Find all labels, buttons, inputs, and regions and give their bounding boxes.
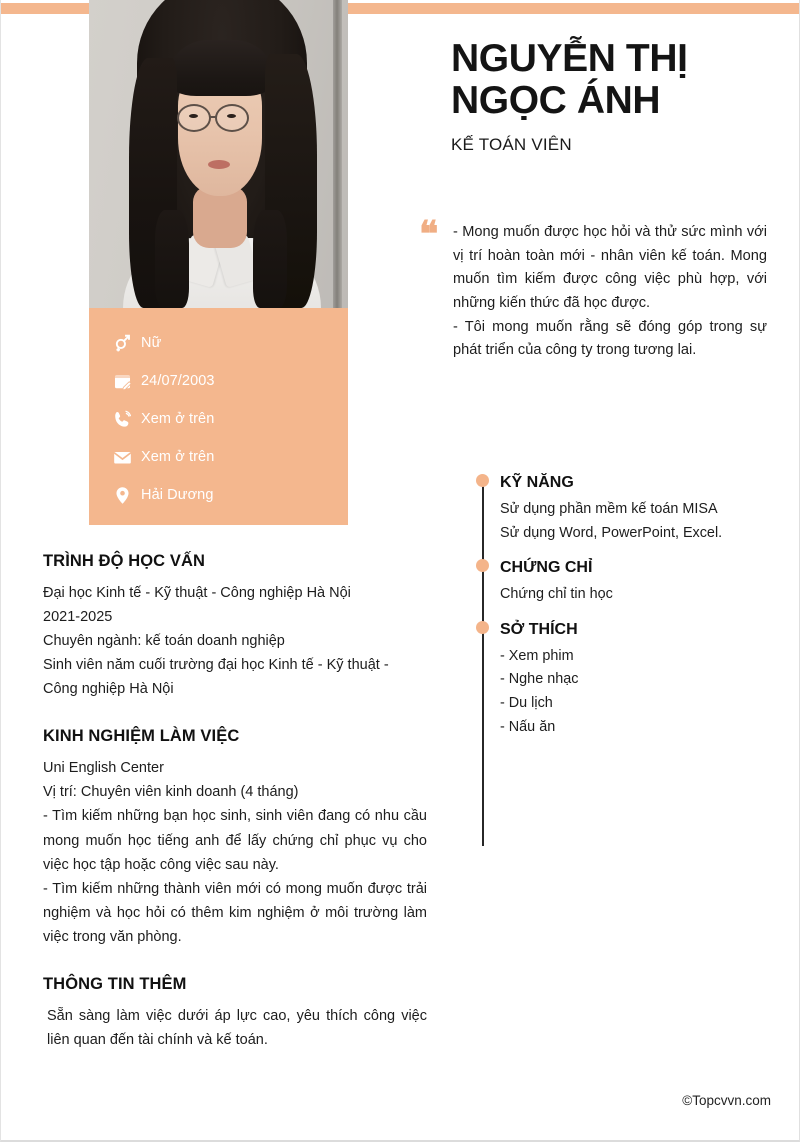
location-icon	[113, 486, 132, 505]
additional-section	[43, 975, 427, 1052]
certificates-heading: CHỨNG CHỈ	[500, 559, 593, 577]
contact-item-birthdate	[113, 362, 348, 400]
hobbies-item-3: - Du lịch	[500, 695, 553, 712]
timeline-dot-hobbies	[476, 621, 489, 634]
name-block	[451, 38, 781, 155]
experience-heading: KINH NGHIỆM LÀM VIỆC	[43, 727, 240, 746]
objective-text	[453, 221, 767, 363]
right-timeline-column	[476, 474, 766, 740]
gender-icon	[113, 334, 132, 353]
education-school: Đại học Kinh tế - Kỹ thuật - Công nghiệp Hà Nội	[43, 585, 351, 601]
hobbies-heading: SỞ THÍCH	[500, 620, 578, 638]
education-section	[43, 552, 427, 701]
contact-value-birthdate: 24/07/2003	[141, 373, 215, 389]
experience-bullet-1: - Tìm kiếm những bạn học sinh, sinh viên đang có nhu cầu mong muốn học tiếng anh để lấy chứng chỉ phục vụ cho việc học tập hoặc công việc sau này.	[43, 808, 427, 873]
quote-icon: ❝	[419, 214, 439, 254]
contact-value-gender: Nữ	[141, 335, 162, 351]
contact-item-phone	[113, 400, 348, 438]
experience-body	[43, 756, 427, 949]
hobbies-item-2: - Nghe nhạc	[500, 671, 579, 688]
email-icon	[113, 448, 132, 467]
contact-value-phone: Xem ở trên	[141, 411, 215, 427]
hobbies-item-1: - Xem phim	[500, 647, 574, 664]
calendar-icon	[113, 372, 132, 391]
experience-bullet-2: - Tìm kiếm những thành viên mới có mong muốn được trải nghiệm và học hỏi có thêm kim nghiệm ở môi trường làm việc trong văn phòng.	[43, 880, 427, 945]
timeline-dot-skills	[476, 474, 489, 487]
contact-item-gender	[113, 324, 348, 362]
certificates-section	[476, 559, 766, 607]
additional-heading: THÔNG TIN THÊM	[43, 974, 187, 993]
education-years: 2021-2025	[43, 609, 113, 626]
skills-heading: KỸ NĂNG	[500, 474, 574, 491]
contact-item-email	[113, 438, 348, 476]
certificates-body	[500, 583, 766, 607]
education-body	[43, 581, 427, 701]
skills-item-1: Sử dụng phần mềm kế toán MISA	[500, 500, 718, 517]
skills-section	[476, 474, 766, 545]
hobbies-section	[476, 621, 766, 740]
additional-body	[43, 1004, 427, 1052]
education-major: Chuyên ngành: kế toán doanh nghiệp	[43, 633, 285, 650]
experience-position: Vị trí: Chuyên viên kinh doanh (4 tháng)	[43, 784, 299, 801]
objective-line-2: - Tôi mong muốn rằng sẽ đóng góp trong sự phát triển của công ty trong tương lai.	[453, 318, 767, 359]
contact-panel	[89, 308, 348, 525]
certificates-item-1: Chứng chỉ tin học	[500, 586, 613, 602]
contact-item-location	[113, 476, 348, 514]
contact-value-email: Xem ở trên	[141, 449, 215, 465]
education-note: Sinh viên năm cuối trường đại học Kinh tế - Kỹ thuật - Công nghiệp Hà Nội	[43, 657, 389, 698]
experience-company: Uni English Center	[43, 760, 164, 777]
skills-body	[500, 498, 766, 546]
hobbies-item-4: - Nấu ăn	[500, 719, 556, 736]
footer-copyright: ©Topcvvn.com	[682, 1093, 771, 1108]
profile-photo-image	[89, 0, 348, 308]
timeline-dot-certificates	[476, 559, 489, 572]
objective-line-1: - Mong muốn được học hỏi và thử sức mình với vị trí hoàn toàn mới - nhân viên kế toán. Mong muốn tìm kiếm được công việc phù hợp, với những kiến thức đã học được.	[453, 224, 767, 311]
phone-icon	[113, 410, 132, 429]
experience-section	[43, 727, 427, 949]
candidate-name: NGUYỄN THỊ NGỌC ÁNH	[451, 37, 688, 123]
contact-value-location: Hải Dương	[141, 487, 214, 503]
education-heading: TRÌNH ĐỘ HỌC VẤN	[43, 552, 206, 570]
hobbies-body	[500, 645, 766, 741]
left-column	[43, 552, 427, 1052]
additional-text: Sẵn sàng làm việc dưới áp lực cao, yêu thích công việc liên quan đến tài chính và kế toán.	[47, 1007, 427, 1048]
job-title: KẾ TOÁN VIÊN	[451, 135, 572, 155]
profile-photo	[89, 0, 348, 308]
objective-block	[419, 214, 767, 363]
skills-item-2: Sử dụng Word, PowerPoint, Excel.	[500, 524, 723, 541]
